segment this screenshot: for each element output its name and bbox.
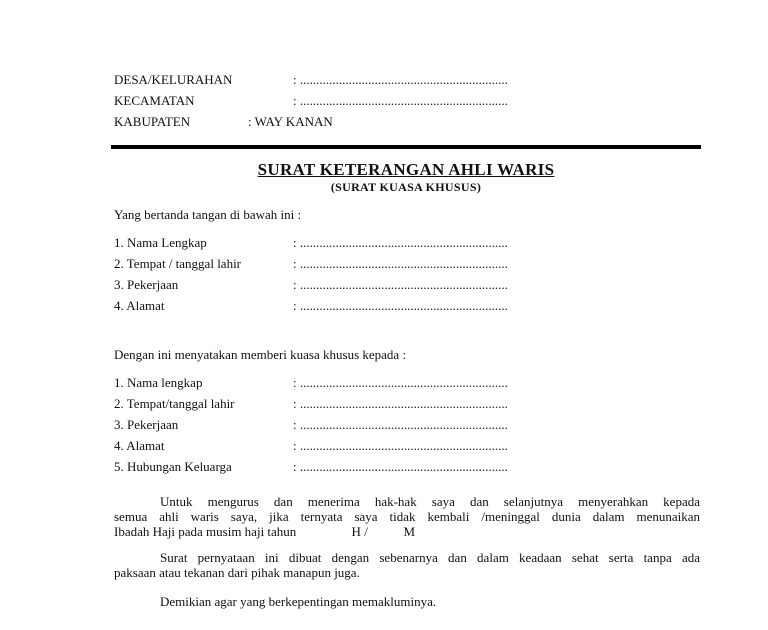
paragraph-mandate-line: semua ahli waris saya, jika ternyata saya tidak kembali /meninggal dunia dalam menunaikan xyxy=(114,509,700,524)
paragraph-mandate-line-text: Untuk mengurus dan menerima hak-hak saya dan selanjutnya menyerahkan kepada xyxy=(160,494,700,509)
paragraph-mandate xyxy=(114,494,700,539)
signer-value-address: : ................................................................ xyxy=(293,298,508,313)
paragraph-statement-line-text: Surat pernyataan ini dibuat dengan sebenarnya dan dalam keadaan sehat serta tanpa ada xyxy=(160,550,700,565)
closing-text: Demikian agar yang berkepentingan memakluminya. xyxy=(160,594,437,609)
signer-label-name: 1. Nama Lengkap xyxy=(114,235,207,250)
grantee-value-address: : ................................................................ xyxy=(293,438,508,453)
header-value-kabupaten: : WAY KANAN xyxy=(248,114,333,129)
document-title: SURAT KETERANGAN AHLI WARIS xyxy=(257,160,555,179)
header-label-desa: DESA/KELURAHAN xyxy=(114,72,233,87)
paragraph-mandate-line: Ibadah Haji pada musim haji tahun H / M xyxy=(114,524,416,539)
grantee-value-relation: : ................................................................ xyxy=(293,459,508,474)
header-value-kecamatan: : ................................................................ xyxy=(293,93,508,108)
intro-text: Yang bertanda tangan di bawah ini : xyxy=(114,207,302,222)
signer-label-address: 4. Alamat xyxy=(114,298,165,313)
paragraph-statement xyxy=(114,550,700,580)
document-subtitle: (SURAT KUASA KHUSUS) xyxy=(330,180,482,194)
header-label-kabupaten: KABUPATEN xyxy=(114,114,191,129)
grantee-label-job: 3. Pekerjaan xyxy=(114,417,179,432)
paragraph-mandate-line xyxy=(114,494,700,509)
grantee-value-job: : ................................................................ xyxy=(293,417,508,432)
signer-label-birth: 2. Tempat / tanggal lahir xyxy=(114,256,242,271)
header-divider xyxy=(111,145,701,149)
grantee-label-address: 4. Alamat xyxy=(114,438,165,453)
header-value-desa: : ................................................................ xyxy=(293,72,508,87)
grant-intro-text: Dengan ini menyatakan memberi kuasa khusus kepada : xyxy=(114,347,407,362)
paragraph-statement-line xyxy=(114,550,700,565)
signer-label-job: 3. Pekerjaan xyxy=(114,277,179,292)
signer-value-birth: : ................................................................ xyxy=(293,256,508,271)
grantee-label-name: 1. Nama lengkap xyxy=(114,375,203,390)
signer-value-job: : ................................................................ xyxy=(293,277,508,292)
grantee-label-relation: 5. Hubungan Keluarga xyxy=(114,459,232,474)
signer-value-name: : ................................................................ xyxy=(293,235,508,250)
grantee-label-birth: 2. Tempat/tanggal lahir xyxy=(114,396,235,411)
grantee-value-name: : ................................................................ xyxy=(293,375,508,390)
paragraph-statement-line: paksaan atau tekanan dari pihak manapun juga. xyxy=(114,565,360,580)
header-label-kecamatan: KECAMATAN xyxy=(114,93,195,108)
grantee-value-birth: : ................................................................ xyxy=(293,396,508,411)
